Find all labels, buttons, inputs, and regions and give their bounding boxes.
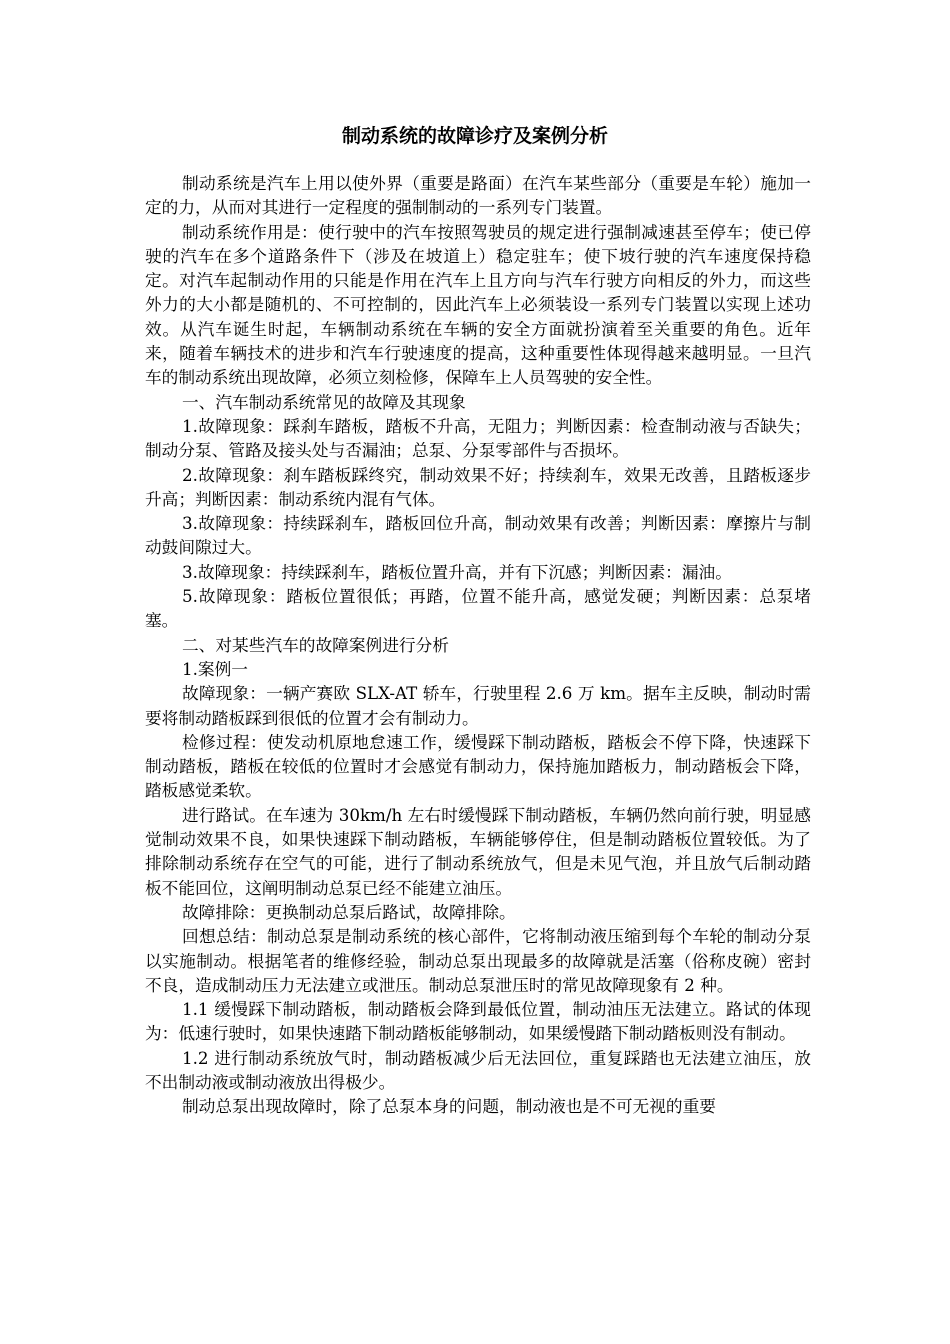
paragraph: 检修过程：使发动机原地怠速工作，缓慢踩下制动踏板，踏板会不停下降，快速踩下制动踏板，踏板在较低的位置时才会感觉有制动力，保持施加踏板力，制动踏板会下降，踏板感觉柔软。 bbox=[145, 731, 811, 801]
list-item: 2.故障现象：刹车踏板踩终究，制动效果不好；持续刹车，效果无改善，且踏板逐步升高；判断因素：制动系统内混有气体。 bbox=[145, 464, 811, 509]
document-body bbox=[145, 171, 811, 1119]
section-heading: 一、汽车制动系统常见的故障及其现象 bbox=[182, 391, 466, 412]
list-item: 3.故障现象：持续踩刹车，踏板回位升高，制动效果有改善；判断因素：摩擦片与制动鼓间隙过大。 bbox=[145, 513, 811, 558]
document-title: 制动系统的故障诊疗及案例分析 bbox=[341, 125, 608, 147]
paragraph: 进行路试。在车速为 30km/h 左右时缓慢踩下制动踏板，车辆仍然向前行驶，明显感觉制动效果不良，如果快速踩下制动踏板，车辆能够停住，但是制动踏板位置较低。为了排除制动系统存在空气的可能，进行了制动系统放气，但是未见气泡，并且放气后制动踏板不能回位，这阐明制动总泵已经不能建立油压。 bbox=[145, 804, 811, 898]
paragraph: 故障现象：一辆产赛欧 SLX-AT 轿车，行驶里程 2.6 万 km。据车主反映，制动时需要将制动踏板踩到很低的位置才会有制动力。 bbox=[145, 683, 811, 728]
paragraph: 制动系统是汽车上用以使外界（重要是路面）在汽车某些部分（重要是车轮）施加一定的力，从而对其进行一定程度的强制制动的一系列专门装置。 bbox=[145, 173, 811, 218]
paragraph: 制动总泵出现故障时，除了总泵本身的问题，制动液也是不可无视的重要 bbox=[182, 1096, 716, 1117]
section-heading: 二、对某些汽车的故障案例进行分析 bbox=[182, 634, 449, 655]
paragraph: 回想总结：制动总泵是制动系统的核心部件，它将制动液压缩到每个车轮的制动分泵以实施制动。根据笔者的维修经验，制动总泵出现最多的故障就是活塞（俗称皮碗）密封不良，造成制动压力无法建立或泄压。制动总泵泄压时的常见故障现象有 2 种。 bbox=[145, 926, 811, 995]
list-item: 3.故障现象：持续踩刹车，踏板位置升高，并有下沉感；判断因素：漏油。 bbox=[182, 561, 732, 582]
list-item: 1.故障现象：踩刹车踏板，踏板不升高，无阻力；判断因素：检查制动液与否缺失；制动分泵、管路及接头处与否漏油；总泵、分泵零部件与否损坏。 bbox=[145, 415, 811, 461]
paragraph: 1.2 进行制动系统放气时，制动踏板减少后无法回位，重复踩踏也无法建立油压，放不出制动液或制动液放出得极少。 bbox=[145, 1047, 811, 1092]
paragraph: 1.1 缓慢踩下制动踏板，制动踏板会降到最低位置，制动油压无法建立。路试的体现为：低速行驶时，如果快速踏下制动踏板能够制动，如果缓慢踏下制动踏板则没有制动。 bbox=[145, 999, 811, 1044]
paragraph: 制动系统作用是：使行驶中的汽车按照驾驶员的规定进行强制减速甚至停车；使已停驶的汽车在多个道路条件下（涉及在坡道上）稳定驻车；使下坡行驶的汽车速度保持稳定。对汽车起制动作用的只能是作用在汽车上且方向与汽车行驶方向相反的外力，而这些外力的大小都是随机的、不可控制的，因此汽车上必须装设一系列专门装置以实现上述功效。从汽车诞生时起，车辆制动系统在车辆的安全方面就扮演着至关重要的角色。近年来，随着车辆技术的进步和汽车行驶速度的提高，这种重要性体现得越来越明显。一旦汽车的制动系统出现故障，必须立刻检修，保障车上人员驾驶的安全性。 bbox=[145, 221, 811, 388]
paragraph: 故障排除：更换制动总泵后路试，故障排除。 bbox=[182, 901, 516, 922]
list-item: 5.故障现象：踏板位置很低；再踏，位置不能升高，感觉发硬；判断因素：总泵堵塞。 bbox=[145, 586, 811, 631]
subsection-heading: 1.案例一 bbox=[182, 658, 248, 679]
